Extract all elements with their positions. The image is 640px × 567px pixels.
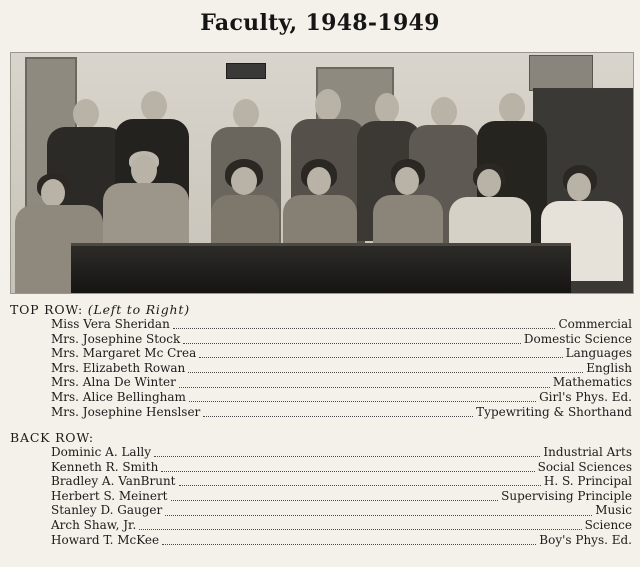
roster-dept: H. S. Principal (543, 474, 632, 489)
dot-leader (165, 506, 592, 516)
roster-row (10, 503, 632, 518)
photo-table (71, 243, 571, 294)
roster-row (10, 346, 632, 361)
roster-name: Bradley A. VanBrunt (51, 474, 176, 489)
dot-leader (179, 378, 550, 388)
photo-box (529, 55, 593, 91)
roster-row (10, 518, 632, 533)
dot-leader (203, 407, 473, 417)
roster-row (10, 390, 632, 405)
back-row-label: BACK ROW: (10, 430, 94, 445)
roster-dept: Typewriting & Shorthand (476, 404, 632, 419)
roster-name: Mrs. Josephine Henslser (51, 404, 201, 419)
roster-name: Mrs. Alice Bellingham (51, 389, 186, 404)
dot-leader (154, 447, 540, 457)
top-row-label: TOP ROW: (10, 302, 84, 317)
roster-dept: Domestic Science (523, 331, 632, 346)
roster-name: Miss Vera Sheridan (51, 317, 170, 331)
dot-leader (173, 319, 556, 329)
roster-dept: Science (584, 517, 632, 532)
roster-row (10, 460, 632, 475)
roster-dept: Music (595, 503, 632, 518)
dot-leader (162, 535, 536, 545)
roster-name: Arch Shaw, Jr. (51, 517, 137, 532)
dot-leader (179, 476, 541, 486)
roster-row (10, 332, 632, 347)
roster-name: Herbert S. Meinert (51, 488, 168, 503)
roster-name: Stanley D. Gauger (51, 503, 163, 518)
roster-row (10, 445, 632, 460)
roster-name: Mrs. Margaret Mc Crea (51, 346, 197, 361)
roster-dept: Supervising Principle (501, 488, 632, 503)
top-row-note: (Left to Right) (87, 302, 190, 317)
roster-name: Mrs. Alna De Winter (51, 375, 176, 390)
roster-row (10, 361, 632, 376)
roster-name: Howard T. McKee (51, 532, 160, 547)
roster-dept: Languages (565, 346, 632, 361)
faculty-group-photo (10, 52, 634, 294)
roster-row (10, 489, 632, 504)
roster-dept: Girl's Phys. Ed. (539, 389, 632, 404)
roster-name: Dominic A. Lally (51, 445, 152, 459)
dot-leader (161, 462, 534, 472)
dot-leader (199, 348, 562, 358)
page-title: Faculty, 1948-1949 (200, 10, 440, 36)
dot-leader (183, 334, 521, 344)
roster-dept: Commercial (558, 317, 632, 331)
roster-row (10, 474, 632, 489)
dot-leader (171, 491, 499, 501)
roster-row (10, 405, 632, 420)
dot-leader (139, 520, 581, 530)
back-row-section (10, 430, 632, 547)
top-row-section (10, 302, 632, 419)
top-row-heading (10, 302, 632, 317)
roster-name: Mrs. Elizabeth Rowan (51, 360, 186, 375)
roster-name: Mrs. Josephine Stock (51, 331, 181, 346)
roster-dept: Boy's Phys. Ed. (539, 532, 632, 547)
roster-row (10, 375, 632, 390)
roster-row (10, 533, 632, 548)
roster-dept: Mathematics (552, 375, 632, 390)
photo-wall-plaque (226, 63, 266, 79)
back-row-heading (10, 430, 632, 445)
roster-dept: Social Sciences (537, 459, 632, 474)
roster-name: Kenneth R. Smith (51, 459, 159, 474)
roster-row (10, 317, 632, 332)
roster-dept: English (586, 360, 632, 375)
dot-leader (189, 392, 536, 402)
dot-leader (188, 363, 583, 373)
roster-dept: Industrial Arts (543, 445, 632, 459)
